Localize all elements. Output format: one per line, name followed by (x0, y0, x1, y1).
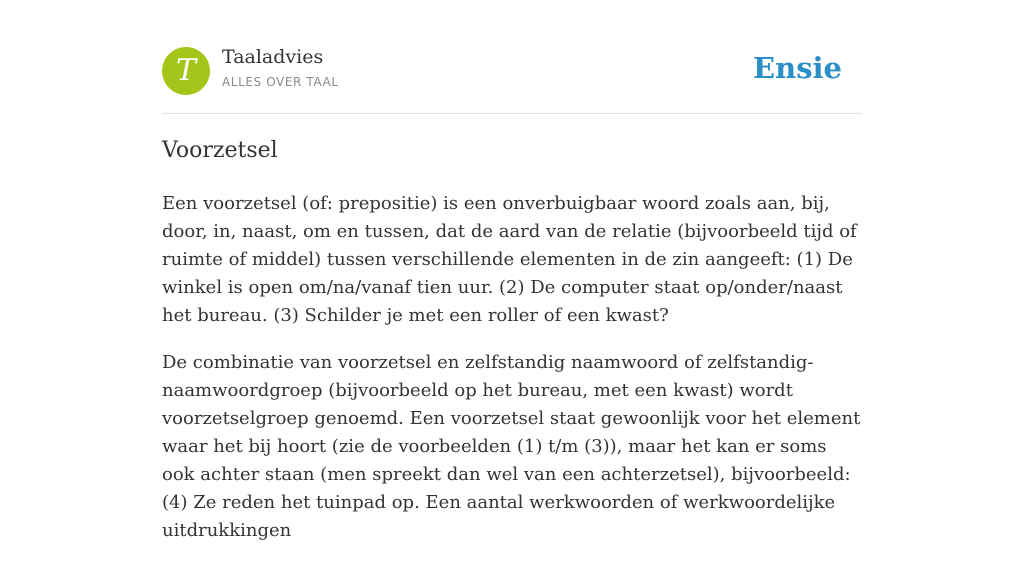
site-header (162, 0, 862, 114)
site-tagline: ALLES OVER TAAL (222, 75, 339, 89)
article-title: Voorzetsel (162, 138, 278, 163)
article-body (162, 190, 864, 564)
ensie-logo-link[interactable]: Ensie (753, 51, 842, 85)
site-name[interactable]: Taaladvies (222, 46, 324, 68)
taaladvies-logo-icon[interactable]: T (162, 47, 210, 95)
article-paragraph-2: De combinatie van voorzetsel en zelfstandig naamwoord of zelfstandig-naamwoordgroep (bijvoorbeeld op het bureau, met een kwast) wordt voorzetselgroep genoemd. Een voorzetsel staat gewoonlijk voor het element waar het bij hoort (zie de voorbeelden (1) t/m (3)), maar het kan er soms ook achter staan (men spreekt dan wel van een achterzetsel), bijvoorbeeld: (4) Ze reden het tuinpad op. Een aantal werkwoorden of werkwoordelijke uitdrukkingen (162, 352, 861, 541)
article-paragraph-1: Een voorzetsel (of: prepositie) is een onverbuigbaar woord zoals aan, bij, door, in, naast, om en tussen, dat de aard van de relatie (bijvoorbeeld tijd of ruimte of middel) tussen verschillende elementen in de zin aangeeft: (1) De winkel is open om/na/vanaf tien uur. (2) De computer staat op/onder/naast het bureau. (3) Schilder je met een roller of een kwast? (162, 193, 857, 326)
